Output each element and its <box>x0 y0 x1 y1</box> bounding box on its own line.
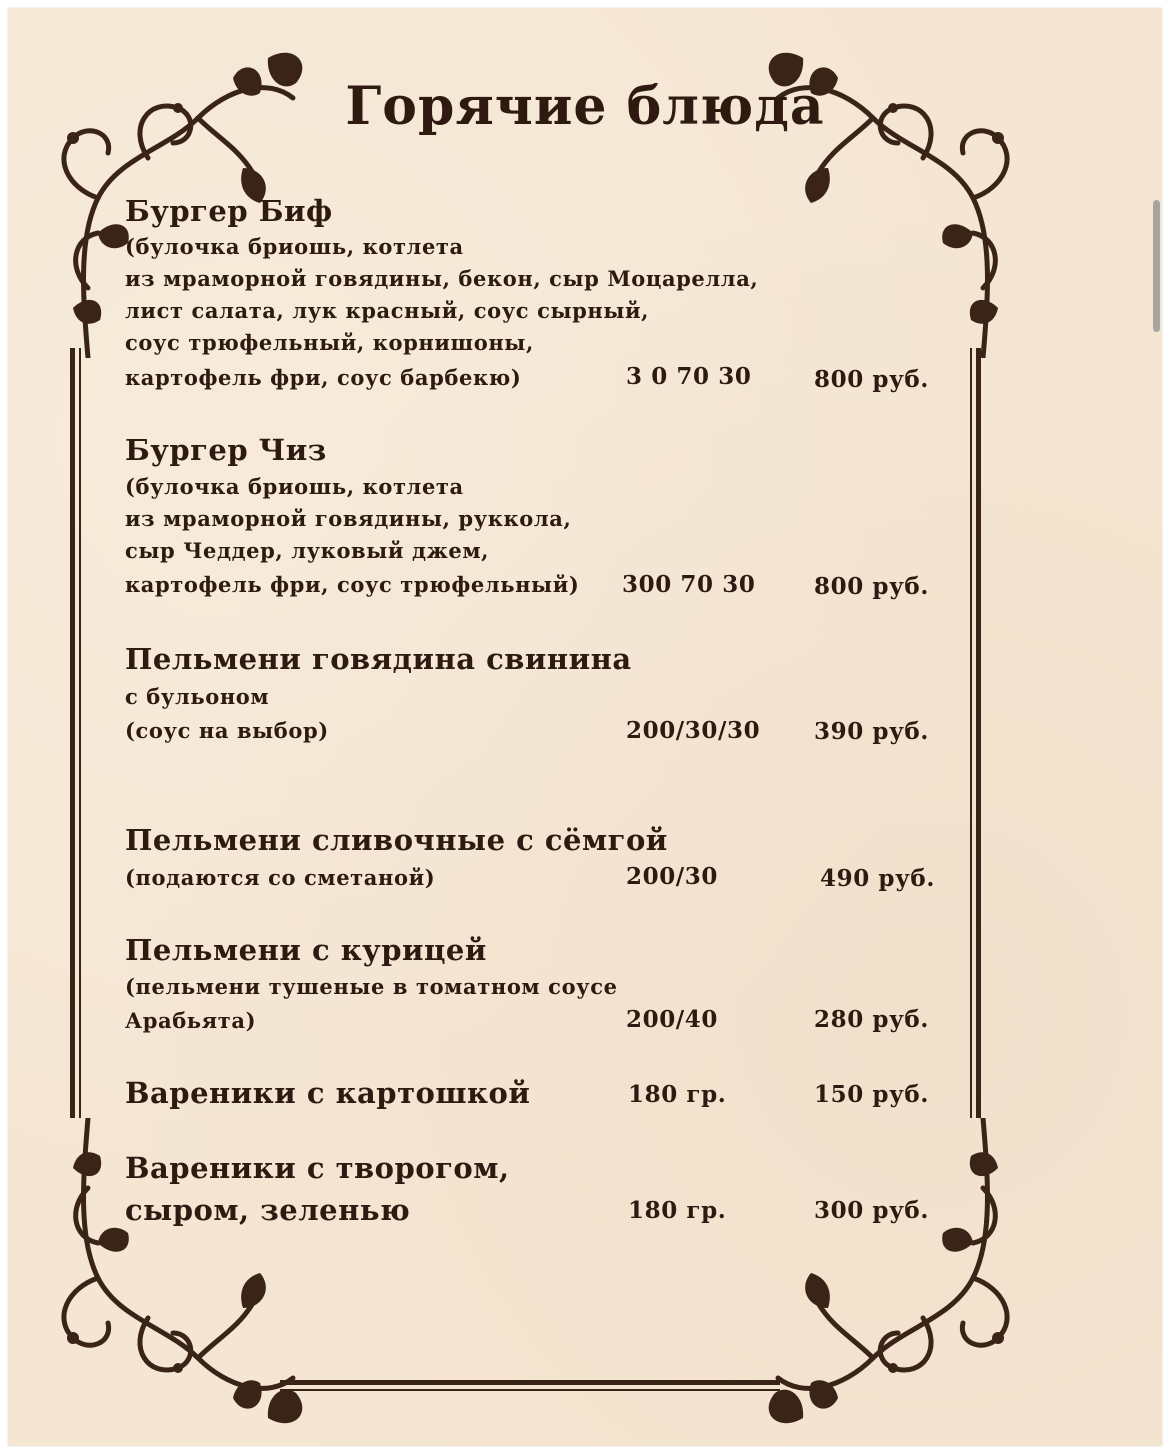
dish-name: Вареники с творогом, <box>125 1151 510 1185</box>
frame-bottom-line-inner <box>280 1389 780 1391</box>
dish-price: 800 руб. <box>814 573 929 600</box>
frame-right-line-inner <box>970 348 972 1118</box>
dish-description-line: лист салата, лук красный, соус сырный, <box>125 298 650 323</box>
dish-description-line: (подаются со сметаной) <box>125 865 436 890</box>
dish-price: 300 руб. <box>814 1197 929 1224</box>
dish-weight: 300 70 30 <box>622 571 756 598</box>
dish-weight: 200/30/30 <box>626 717 761 744</box>
dish-description-line: Арабьята) <box>125 1008 257 1033</box>
page-title: Горячие блюда <box>345 76 825 137</box>
dish-description-line: с бульоном <box>125 684 270 709</box>
dish-description-line: картофель фри, соус трюфельный) <box>125 572 580 597</box>
dish-price: 390 руб. <box>814 718 929 745</box>
dish-name: Бургер Биф <box>125 194 333 228</box>
dish-description-line: (булочка бриошь, котлета <box>125 474 464 499</box>
dish-name-continuation: сыром, зеленью <box>125 1193 411 1227</box>
dish-description-line: (пельмени тушеные в томатном соусе <box>125 974 618 999</box>
dish-price: 800 руб. <box>814 366 929 393</box>
frame-left-line-inner <box>79 348 81 1118</box>
dish-weight: 180 гр. <box>628 1081 727 1108</box>
dish-price: 150 руб. <box>814 1081 929 1108</box>
frame-bottom-line-outer <box>280 1380 780 1385</box>
dish-price: 490 руб. <box>820 865 935 892</box>
dish-description-line: из мраморной говядины, руккола, <box>125 506 572 531</box>
dish-name: Пельмени с курицей <box>125 933 487 967</box>
frame-right-line-outer <box>976 348 981 1118</box>
dish-name: Пельмени говядина свинина <box>125 642 632 676</box>
menu-page <box>8 8 1162 1446</box>
dish-weight: 180 гр. <box>628 1197 727 1224</box>
dish-description-line: из мраморной говядины, бекон, сыр Моцарелла, <box>125 266 759 291</box>
frame-left-line-outer <box>70 348 75 1118</box>
dish-description-line: соус трюфельный, корнишоны, <box>125 330 534 355</box>
dish-weight: 3 0 70 30 <box>626 363 752 390</box>
dish-description-line: (булочка бриошь, котлета <box>125 234 464 259</box>
vertical-scrollbar[interactable] <box>1153 200 1160 332</box>
dish-description-line: сыр Чеддер, луковый джем, <box>125 538 490 563</box>
dish-weight: 200/40 <box>626 1006 719 1033</box>
dish-name: Пельмени сливочные с сёмгой <box>125 823 668 857</box>
dish-name: Бургер Чиз <box>125 433 327 467</box>
dish-weight: 200/30 <box>626 863 719 890</box>
dish-name: Вареники с картошкой <box>125 1076 531 1110</box>
dish-description-line: картофель фри, соус барбекю) <box>125 365 522 390</box>
dish-description-line: (соус на выбор) <box>125 718 329 743</box>
floral-corner-ornament-icon <box>753 1118 1043 1438</box>
dish-price: 280 руб. <box>814 1006 929 1033</box>
